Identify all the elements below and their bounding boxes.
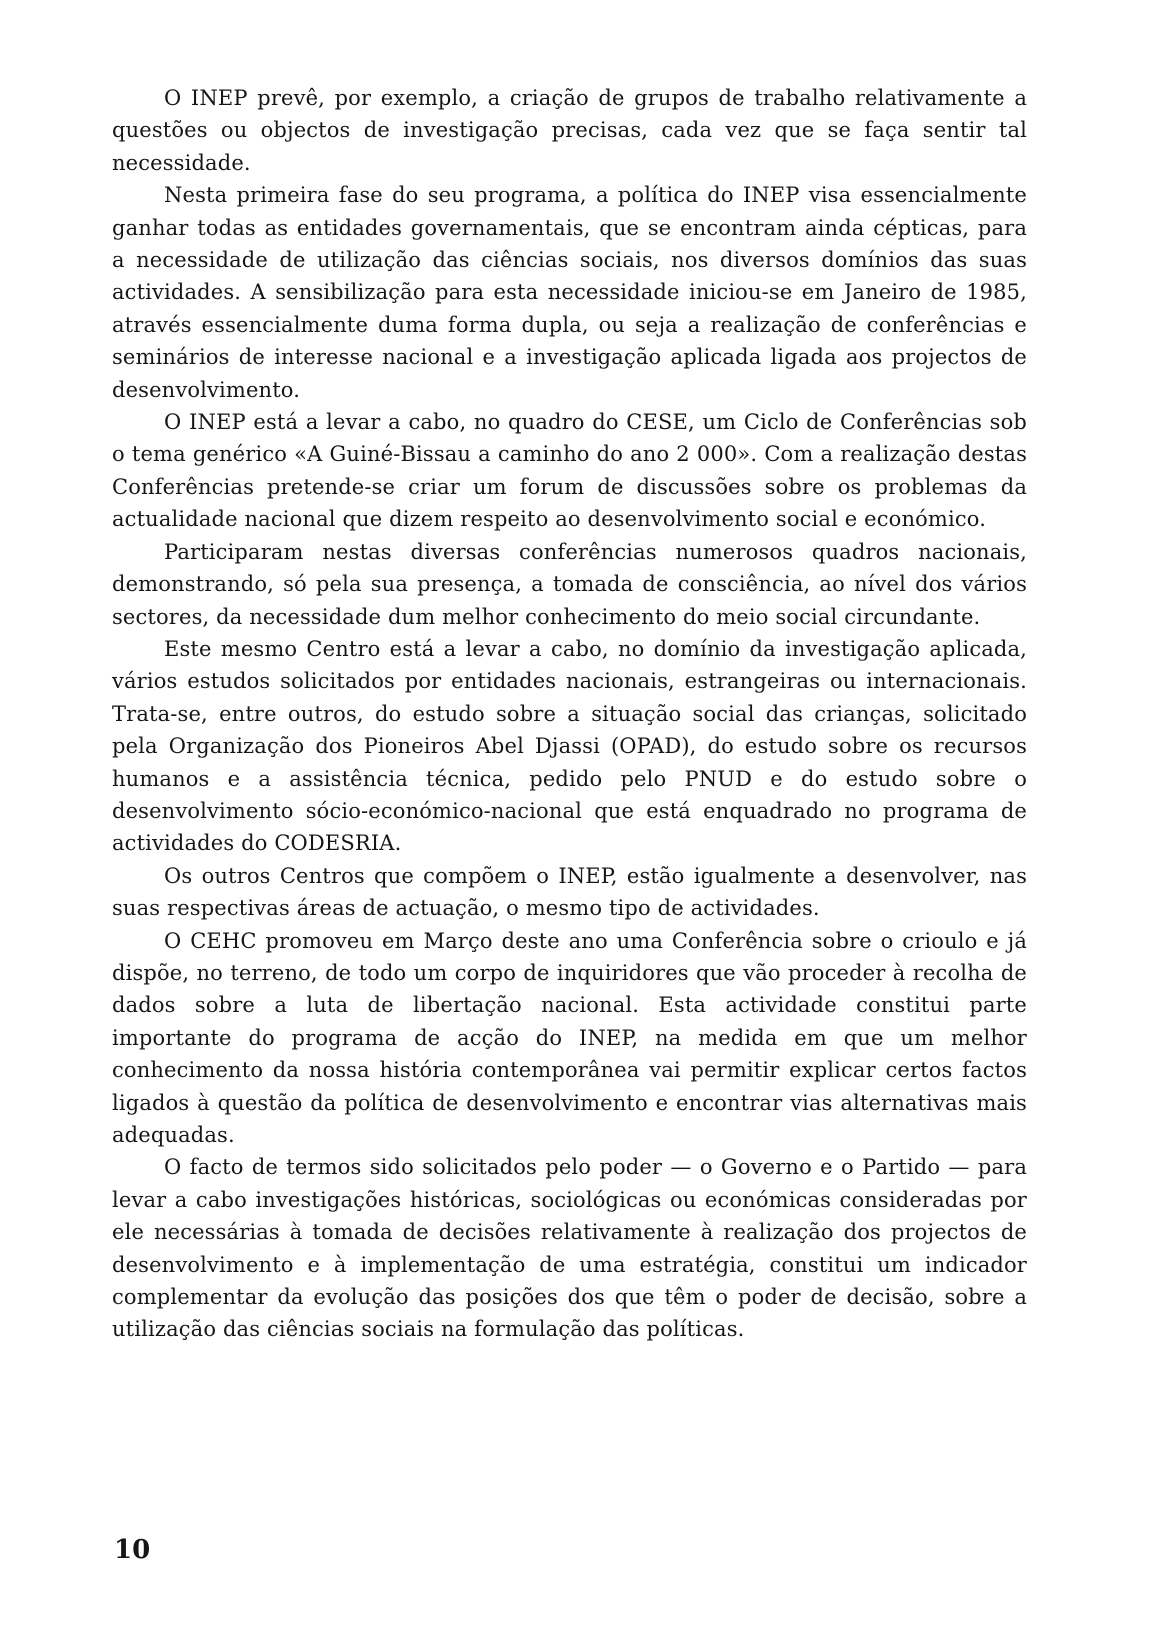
page-number: 10 — [114, 1535, 151, 1565]
paragraph: O INEP prevê, por exemplo, a criação de grupos de trabalho relativamente a questões ou objectos de investigação precisas, cada vez que se faça sentir tal necessidade. — [112, 86, 1027, 175]
paragraph: Nesta primeira fase do seu programa, a política do INEP visa essencialmente ganhar todas as entidades governamentais, que se encontram ainda cépticas, para a necessidade de utilização das ciências sociais, nos diversos domínios das suas actividades. A sensibilização para esta necessidade iniciou-se em Janeiro de 1985, através essencialmente duma forma dupla, ou seja a realização de conferências e seminários de interesse nacional e a investigação aplicada ligada aos projectos de desenvolvimento. — [112, 183, 1027, 402]
paragraph: O INEP está a levar a cabo, no quadro do CESE, um Ciclo de Conferências sob o tema genérico «A Guiné-Bissau a caminho do ano 2 000». Com a realização destas Conferências pretende-se criar um forum de discussões sobre os problemas da actualidade nacional que dizem respeito ao desenvolvimento social e económico. — [112, 410, 1027, 532]
document-body — [112, 82, 1027, 1346]
paragraph: O facto de termos sido solicitados pelo poder — o Governo e o Partido — para levar a cabo investigações históricas, sociológicas ou económicas consideradas por ele necessárias à tomada de decisões relativamente à realização dos projectos de desenvolvimento e à implementação de uma estratégia, constitui um indicador complementar da evolução das posições dos que têm o poder de decisão, sobre a utilização das ciências sociais na formulação das políticas. — [112, 1155, 1027, 1342]
paragraph: Os outros Centros que compõem o INEP, estão igualmente a desenvolver, nas suas respectivas áreas de actuação, o mesmo tipo de actividades. — [112, 863, 1027, 921]
paragraph: O CEHC promoveu em Março deste ano uma Conferência sobre o crioulo e já dispõe, no terreno, de todo um corpo de inquiridores que vão proceder à recolha de dados sobre a luta de libertação nacional. Esta actividade constitui parte importante do programa de acção do INEP, na medida em que um melhor conhecimento da nossa história contemporânea vai permitir explicar certos factos ligados à questão da política de desenvolvimento e encontrar vias alternativas mais adequadas. — [112, 928, 1027, 1147]
paragraph: Participaram nestas diversas conferências numerosos quadros nacionais, demonstrando, só pela sua presença, a tomada de consciência, ao nível dos vários sectores, da necessidade dum melhor conhecimento do meio social circundante. — [112, 539, 1027, 629]
paragraph: Este mesmo Centro está a levar a cabo, no domínio da investigação aplicada, vários estudos solicitados por entidades nacionais, estrangeiras ou internacionais. Trata-se, entre outros, do estudo sobre a situação social das crianças, solicitado pela Organização dos Pioneiros Abel Djassi (OPAD), do estudo sobre os recursos humanos e a assistência técnica, pedido pelo PNUD e do estudo sobre o desenvolvimento sócio-económico-nacional que está enquadrado no programa de actividades do CODESRIA. — [112, 636, 1027, 856]
